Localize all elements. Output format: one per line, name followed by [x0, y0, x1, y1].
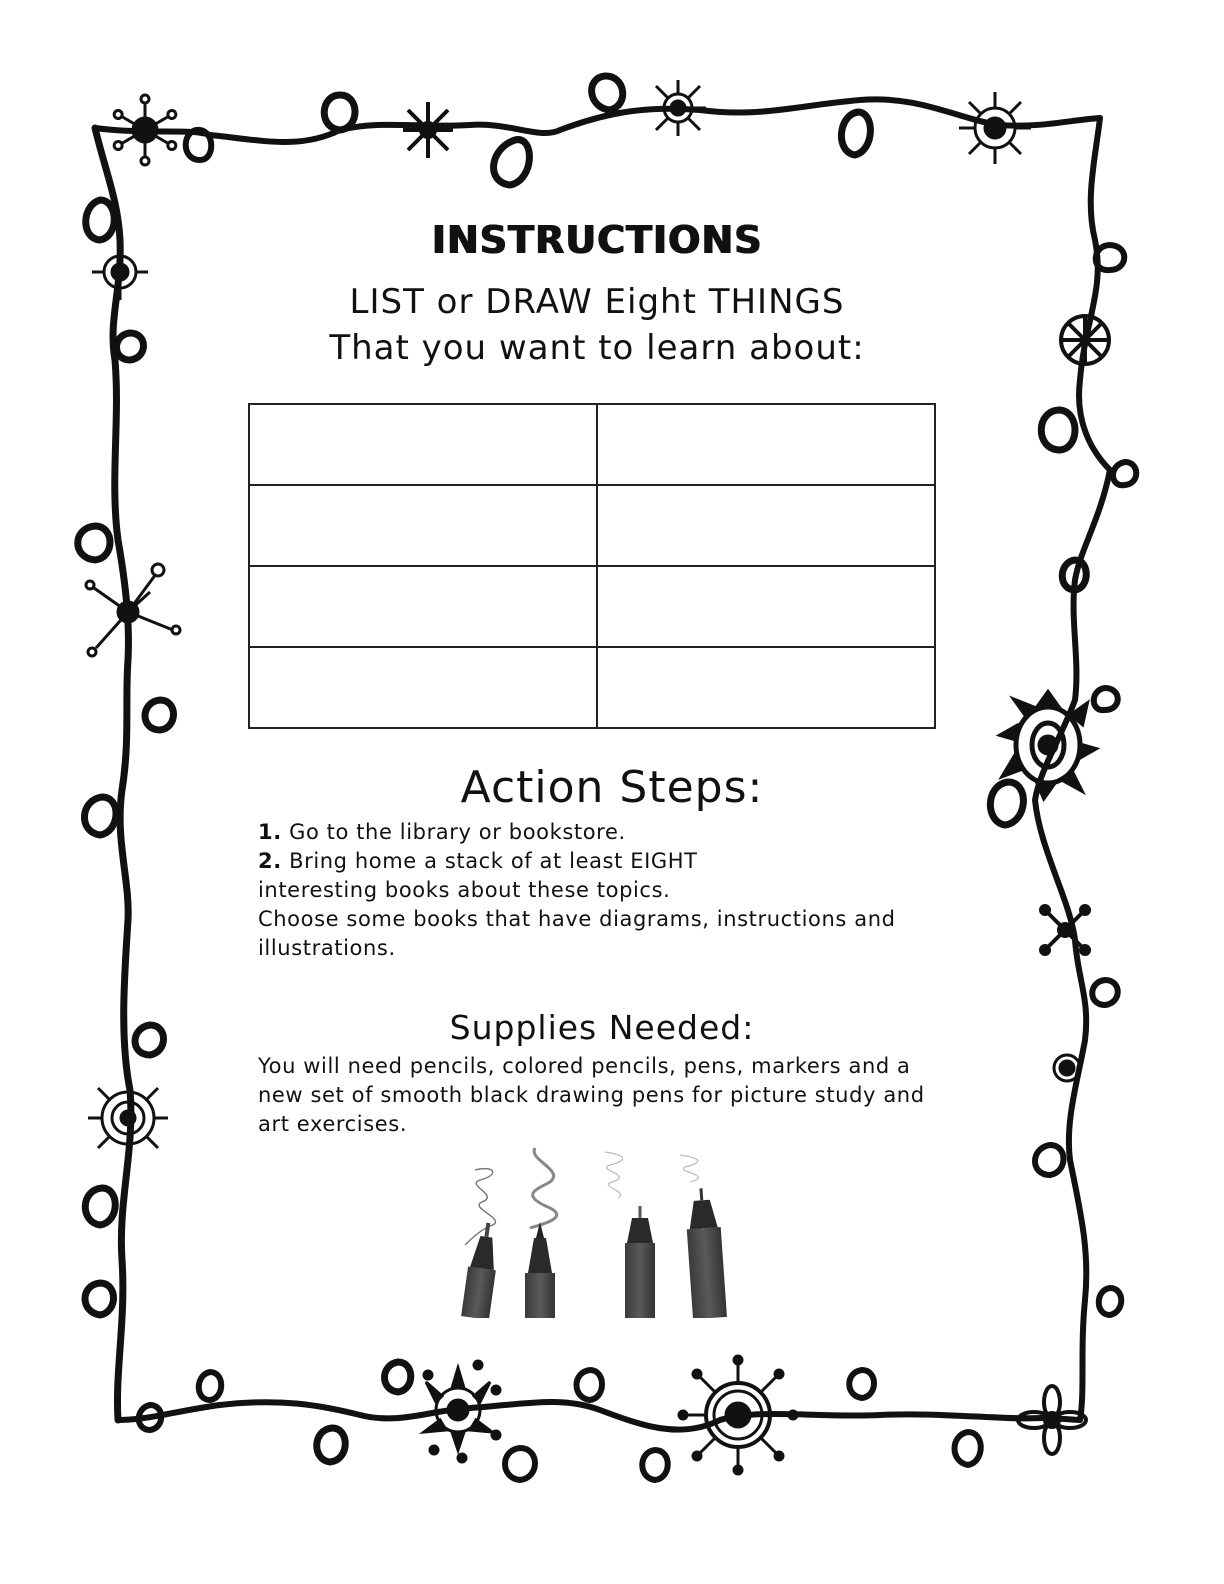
action-steps-heading: Action Steps:	[460, 762, 764, 813]
action-step-2	[258, 847, 938, 876]
step-number: 1.	[258, 820, 282, 844]
supplies-paragraph	[258, 1052, 938, 1139]
grid-cell-3[interactable]	[249, 485, 597, 566]
grid-cell-4[interactable]	[597, 485, 935, 566]
action-step-continuation: Choose some books that have diagrams, instructions and	[258, 907, 896, 931]
grid-cell-8[interactable]	[597, 647, 935, 728]
action-step-1	[258, 818, 938, 847]
grid-cell-7[interactable]	[249, 647, 597, 728]
grid-cell-6[interactable]	[597, 566, 935, 647]
supplies-line: art exercises.	[258, 1112, 408, 1136]
step-text: Go to the library or bookstore.	[281, 820, 626, 844]
step-number: 2.	[258, 849, 282, 873]
supplies-line: You will need pencils, colored pencils, pens, markers and a	[258, 1054, 911, 1078]
subtitle-line-2: That you want to learn about:	[329, 328, 865, 368]
grid-cell-5[interactable]	[249, 566, 597, 647]
eight-things-grid	[248, 403, 936, 729]
page-title: INSTRUCTIONS	[431, 218, 763, 262]
step-text: Bring home a stack of at least EIGHT	[281, 849, 698, 873]
action-steps-list	[258, 818, 938, 963]
drawing-pens-image	[440, 1140, 740, 1318]
supplies-heading: Supplies Needed:	[449, 1008, 755, 1047]
grid-cell-1[interactable]	[249, 404, 597, 485]
supplies-line: new set of smooth black drawing pens for picture study and	[258, 1083, 925, 1107]
action-step-continuation: illustrations.	[258, 936, 396, 960]
grid-cell-2[interactable]	[597, 404, 935, 485]
action-step-continuation: interesting books about these topics.	[258, 878, 671, 902]
subtitle-line-1: LIST or DRAW Eight THINGS	[349, 282, 845, 322]
